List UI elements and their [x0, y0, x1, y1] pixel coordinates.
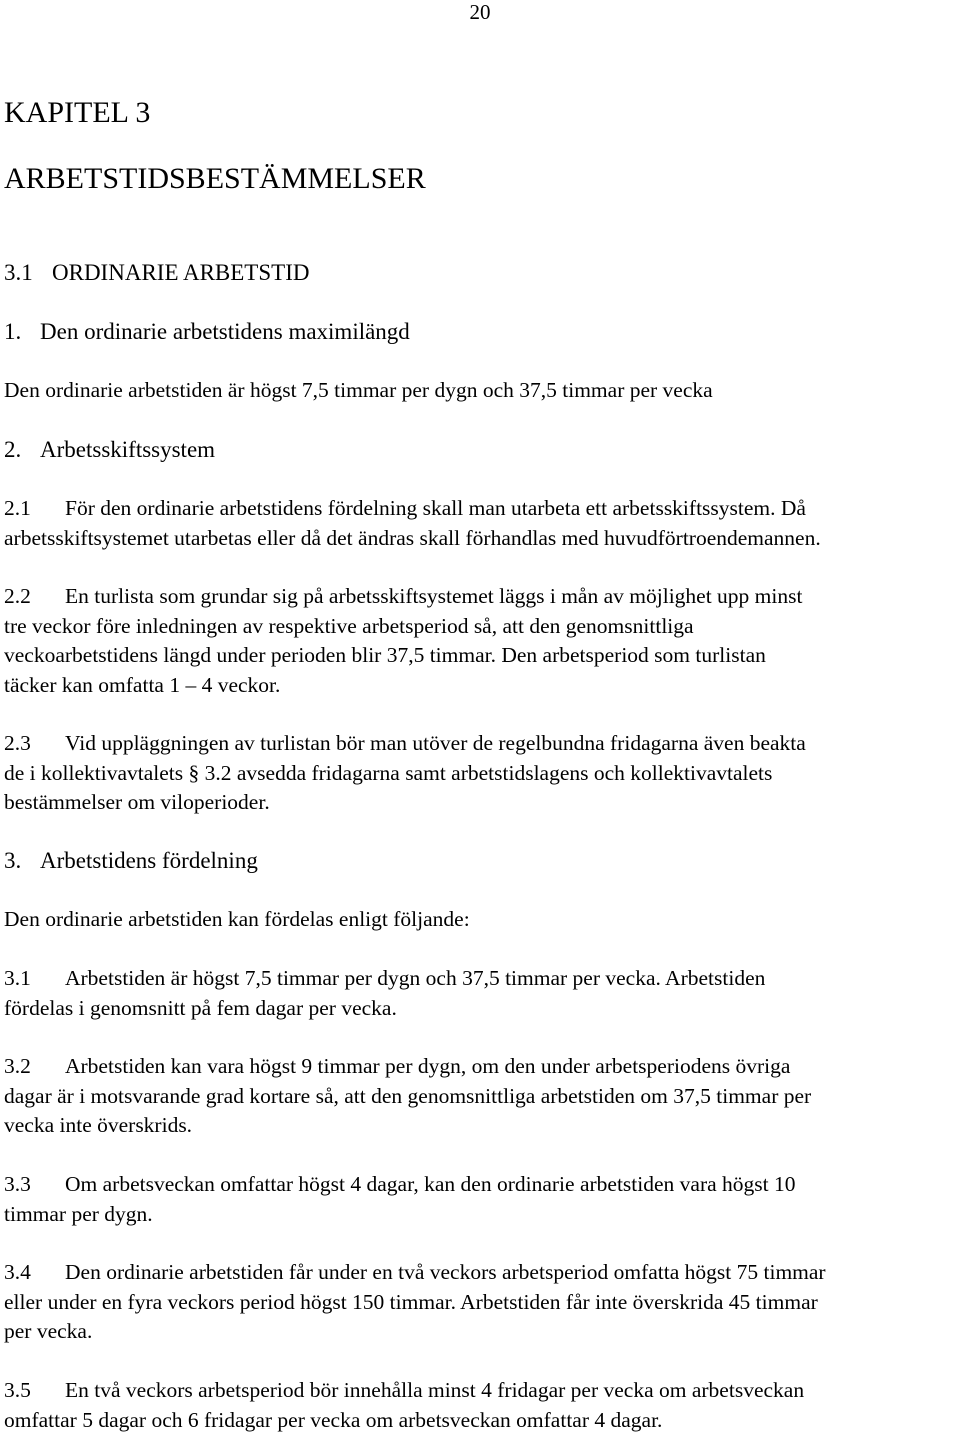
- paragraph-max-length: [4, 376, 960, 406]
- paragraph-3-5: [4, 1376, 960, 1435]
- subsection-heading-3: [4, 847, 258, 875]
- paragraph-line: En två veckors arbetsperiod bör innehålla minst 4 fridagar per vecka om arbetsveckan: [65, 1378, 805, 1402]
- paragraph-line: per vecka.: [4, 1319, 93, 1343]
- paragraph-line: Den ordinarie arbetstiden får under en två veckors arbetsperiod omfatta högst 75 timmar: [65, 1260, 826, 1284]
- paragraph-2-3: [4, 729, 960, 818]
- paragraph-number: 2.3: [4, 731, 31, 755]
- subsection-number: 3.: [4, 848, 22, 873]
- paragraph-2-2: [4, 582, 960, 700]
- subsection-heading-2: [4, 436, 215, 464]
- subsection-number: 2.: [4, 437, 22, 462]
- chapter-title: ARBETSTIDSBESTÄMMELSER: [4, 162, 426, 195]
- paragraph-2-1: [4, 494, 960, 553]
- section-number: 3.1: [4, 260, 33, 285]
- paragraph-number: 2.1: [4, 496, 31, 520]
- paragraph-line: arbetsskiftsystemet utarbetas eller då det ändras skall förhandlas med huvudförtroendemannen.: [4, 525, 821, 550]
- paragraph-number: 3.3: [4, 1172, 31, 1196]
- paragraph-line: tre veckor före inledningen av respektive arbetsperiod så, att den genomsnittliga: [4, 613, 694, 638]
- subsection-title: Den ordinarie arbetstidens maximilängd: [40, 319, 410, 344]
- paragraph-3-4: [4, 1258, 960, 1347]
- paragraph-line: veckoarbetstidens längd under perioden blir 37,5 timmar. Den arbetsperiod som turlistan: [4, 643, 766, 667]
- paragraph-number: 3.5: [4, 1378, 31, 1402]
- section-heading: [4, 259, 309, 287]
- section-title: ORDINARIE ARBETSTID: [52, 260, 310, 285]
- paragraph-line: de i kollektivavtalets § 3.2 avsedda fridagarna samt arbetstidslagens och kollektivavtalets: [4, 760, 773, 785]
- paragraph-line: En turlista som grundar sig på arbetsskiftsystemet läggs i mån av möjlighet upp minst: [65, 584, 803, 608]
- paragraph-line: täcker kan omfatta 1 – 4 veckor.: [4, 672, 281, 697]
- paragraph-number: 3.2: [4, 1054, 31, 1078]
- paragraph-number: 3.1: [4, 966, 31, 990]
- paragraph-line: Arbetstiden är högst 7,5 timmar per dygn och 37,5 timmar per vecka. Arbetstiden: [65, 966, 766, 990]
- paragraph-line: eller under en fyra veckors period högst 150 timmar. Arbetstiden får inte överskrida 45 timmar: [4, 1289, 818, 1314]
- paragraph-line: bestämmelser om viloperioder.: [4, 790, 270, 814]
- paragraph-line: timmar per dygn.: [4, 1201, 153, 1226]
- paragraph-3-2: [4, 1052, 960, 1141]
- paragraph-3-1: [4, 964, 960, 1023]
- paragraph-line: Om arbetsveckan omfattar högst 4 dagar, kan den ordinarie arbetstiden vara högst 10: [65, 1172, 796, 1196]
- paragraph-line: Vid uppläggningen av turlistan bör man utöver de regelbundna fridagarna även beakta: [65, 731, 806, 755]
- paragraph-line: Arbetstiden kan vara högst 9 timmar per dygn, om den under arbetsperiodens övriga: [65, 1054, 791, 1078]
- paragraph-number: 2.2: [4, 584, 31, 608]
- subsection-title: Arbetstidens fördelning: [40, 848, 258, 873]
- subsection-title: Arbetsskiftssystem: [40, 437, 216, 462]
- paragraph-line: Den ordinarie arbetstiden är högst 7,5 timmar per dygn och 37,5 timmar per vecka: [4, 378, 713, 402]
- paragraph-line: dagar är i motsvarande grad kortare så, att den genomsnittliga arbetstiden om 37,5 timmar per: [4, 1083, 812, 1108]
- subsection-heading-1: [4, 318, 410, 346]
- paragraph-number: 3.4: [4, 1260, 31, 1284]
- paragraph-intro: [4, 905, 960, 935]
- paragraph-line: För den ordinarie arbetstidens fördelning skall man utarbeta ett arbetsskiftssystem. Då: [65, 496, 806, 520]
- paragraph-line: fördelas i genomsnitt på fem dagar per vecka.: [4, 995, 397, 1020]
- paragraph-line: vecka inte överskrids.: [4, 1113, 193, 1137]
- paragraph-3-3: [4, 1170, 960, 1229]
- page-number: 20: [469, 0, 491, 24]
- paragraph-line: Den ordinarie arbetstiden kan fördelas enligt följande:: [4, 907, 470, 931]
- subsection-number: 1.: [4, 319, 22, 344]
- chapter-heading: KAPITEL 3: [4, 96, 151, 129]
- paragraph-line: omfattar 5 dagar och 6 fridagar per vecka om arbetsveckan omfattar 4 dagar.: [4, 1407, 663, 1432]
